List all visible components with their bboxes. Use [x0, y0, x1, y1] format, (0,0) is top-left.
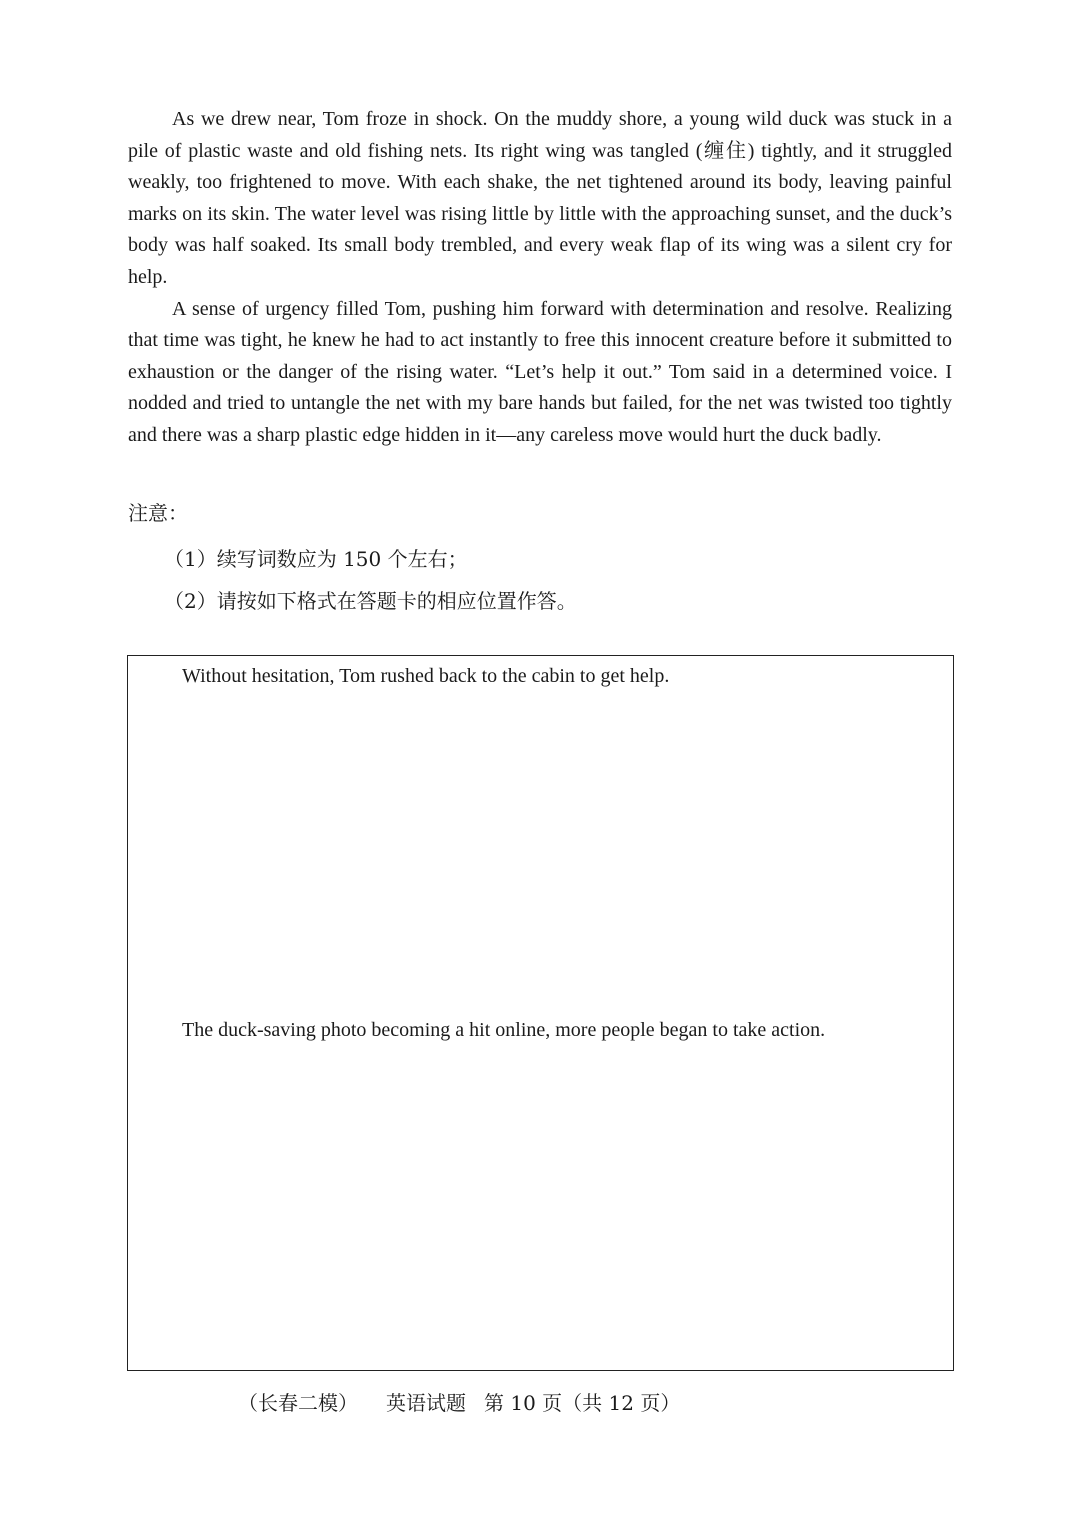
continuation-prompt-2: The duck-saving photo becoming a hit online, more people began to take action.	[182, 1019, 826, 1041]
passage-paragraph-1: As we drew near, Tom froze in shock. On the muddy shore, a young wild duck was stuck in a pile of plastic waste and old fishing nets. Its right wing was tangled (缠住) tightly, and it struggled weakly, too frightened to move. With each shake, the net tightened around its body, leaving painful marks on its skin. The water level was rising little by little with the approaching sunset, and the duck’s body was half soaked. Its small body trembled, and every weak flap of its wing was a silent cry for help.	[128, 108, 952, 288]
continuation-prompt-1: Without hesitation, Tom rushed back to the cabin to get help.	[182, 665, 670, 687]
notes-heading: 注意：	[128, 501, 188, 525]
reading-passage	[128, 104, 952, 452]
page-footer	[238, 1388, 680, 1418]
note-item-word-count: （1）续写词数应为 150 个左右；	[164, 547, 468, 571]
footer-page-number: 第 10 页（共 12 页）	[484, 1391, 681, 1415]
footer-subject: 英语试题	[386, 1391, 466, 1415]
note-item-answer-format: （2）请按如下格式在答题卡的相应位置作答。	[164, 589, 577, 613]
footer-exam-name: （长春二模）	[238, 1391, 358, 1415]
passage-paragraph-2: A sense of urgency filled Tom, pushing him forward with determination and resolve. Realizing that time was tight, he knew he had to act instantly to free this innocent creature before it submitted to exhaustion or the danger of the rising water. “Let’s help it out.” Tom said in a determined voice. I nodded and tried to untangle the net with my bare hands but failed, for the net was twisted too tightly and there was a sharp plastic edge hidden in it—any careless move would hurt the duck badly.	[128, 297, 952, 446]
answer-box	[127, 655, 954, 1371]
notes-section	[128, 498, 952, 628]
